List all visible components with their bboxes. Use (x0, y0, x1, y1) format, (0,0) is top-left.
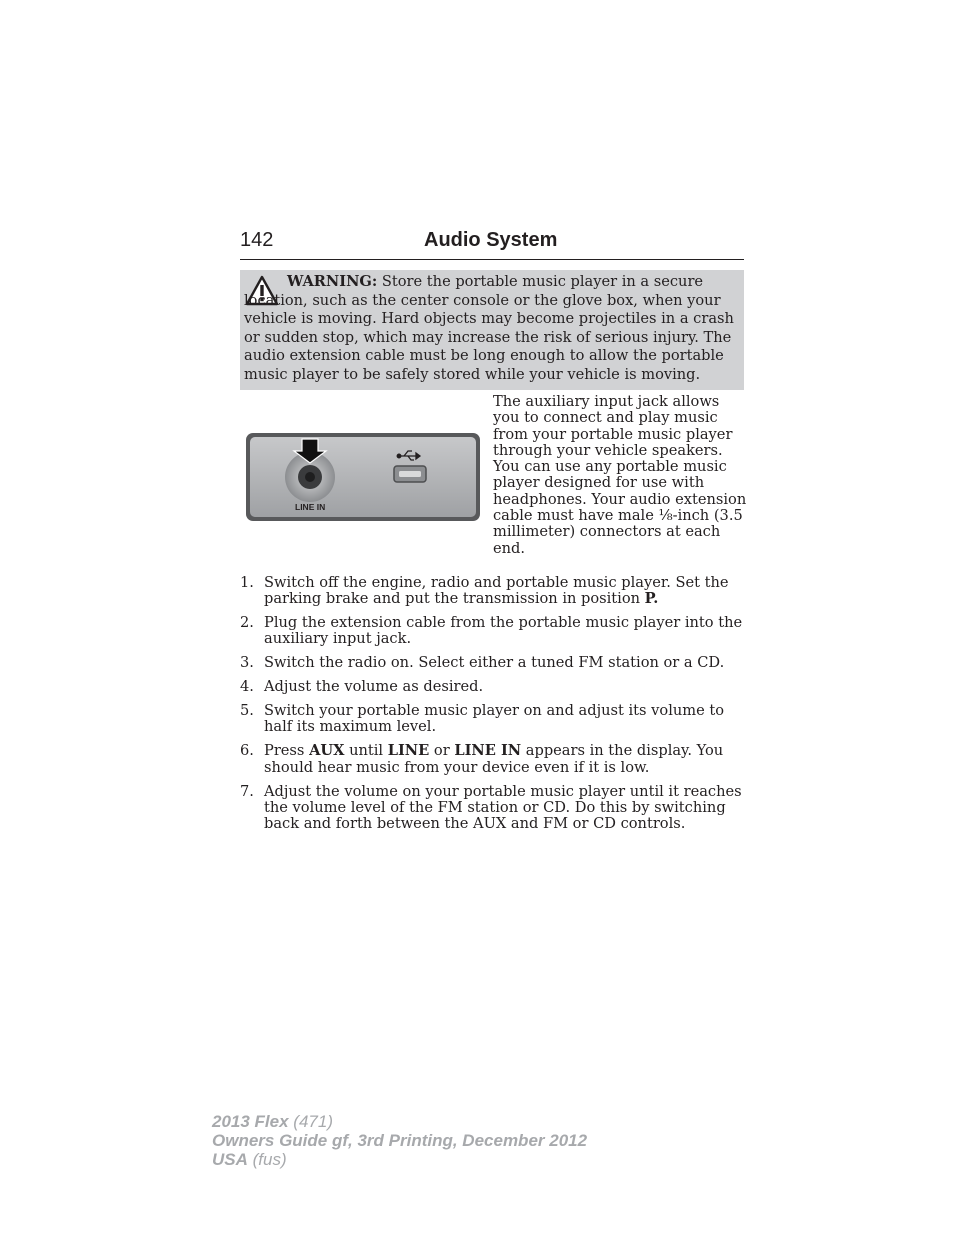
list-item: 2. Plug the extension cable from the portable music player into the auxiliary input jack. (240, 614, 743, 648)
list-item: 1. Switch off the engine, radio and portable music player. Set the parking brake and put the transmission in position P. (240, 574, 729, 608)
line-in-label: LINE IN (295, 502, 326, 512)
step-number: 1. (240, 574, 254, 591)
steps-list (240, 575, 748, 840)
list-item: 5. Switch your portable music player on and adjust its volume to half its maximum level. (240, 702, 725, 736)
list-item: 6. Press AUX until LINE or LINE IN appears in the display. You should hear music from your device even if it is low. (240, 742, 724, 776)
step-number: 5. (240, 702, 254, 720)
page-header (240, 229, 744, 260)
list-item: 4. Adjust the volume as desired. (240, 678, 484, 696)
warning-body: Store the portable music player in a secure location, such as the center console or the glove box, when your vehicle is moving. Hard objects may become projectiles in a crash or sudden stop, which may increase the risk of serious injury. The audio extension cable must be long enough to allow the portable music player to be safely stored while your vehicle is moving. (244, 273, 734, 383)
step-number: 4. (240, 678, 254, 696)
page-number: 142 (240, 229, 274, 251)
step-number: 6. (240, 742, 254, 760)
step-number: 3. (240, 654, 254, 672)
warning-text (244, 273, 740, 385)
footer-guide-line: Owners Guide gf, 3rd Printing, December 2012 (212, 1131, 588, 1150)
page-footer (212, 1112, 587, 1169)
footer-model-line: 2013 Flex (471) (212, 1112, 333, 1131)
footer-market-line: USA (fus) (212, 1150, 287, 1169)
aux-jack-illustration (244, 431, 482, 523)
step-number: 2. (240, 614, 254, 632)
warning-label: WARNING: (287, 273, 378, 290)
step-number: 7. (240, 782, 254, 800)
section-title: Audio System (424, 229, 558, 251)
list-item: 3. Switch the radio on. Select either a tuned FM station or a CD. (240, 654, 725, 672)
list-item: 7. Adjust the volume on your portable music player until it reaches the volume level of the FM station or CD. Do this by switching back and forth between the AUX and FM or CD controls. (240, 782, 742, 833)
warning-box (240, 270, 744, 390)
intro-paragraph: The auxiliary input jack allows you to connect and play music from your portable music player through your vehicle speakers. You can use any portable music player designed for use with headphones. Your audio extension cable must have male ⅛-inch (3.5 millimeter) connectors at each end. (493, 393, 747, 557)
